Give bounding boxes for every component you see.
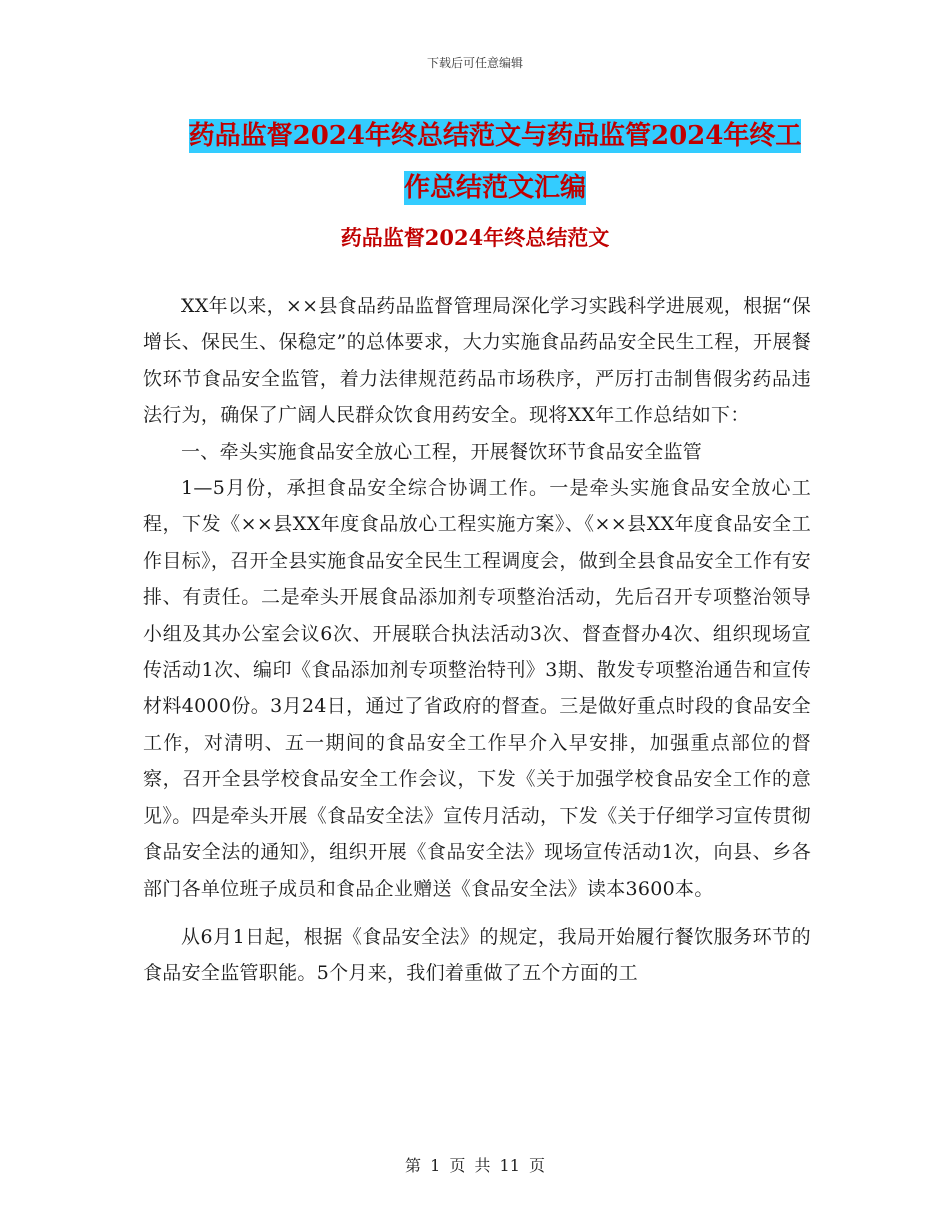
paragraph: XX年以来，××县食品药品监督管理局深化学习实践科学进展观，根据“保增长、保民生、保稳定”的总体要求，大力实施食品药品安全民生工程，开展餐饮环节食品安全监管，着力法律规范药品市场秩序，严厉打击制售假劣药品违法行为，确保了广阔人民群众饮食用药安全。现将XX年工作总结如下： [143,295,811,427]
header-note: 下载后可任意编辑 [426,56,523,70]
body-text [143,288,811,992]
paragraph: 1—5月份，承担食品安全综合协调工作。一是牵头实施食品安全放心工程，下发《××县XX年度食品放心工程实施方案》、《××县XX年度食品安全工作目标》，召开全县实施食品安全民生工程调度会，做到全县食品安全工作有安排、有责任。二是牵头开展食品添加剂专项整治活动，先后召开专项整治领导小组及其办公室会议6次、开展联合执法活动3次、督查督办4次、组织现场宣传活动1次、编印《食品添加剂专项整治特刊》3期、散发专项整治通告和宣传材料4000份。3月24日，通过了省政府的督查。三是做好重点时段的食品安全工作，对清明、五一期间的食品安全工作早介入早安排，加强重点部位的督察，召开全县学校食品安全工作会议，下发《关于加强学校食品安全工作的意见》。四是牵头开展《食品安全法》宣传月活动，下发《关于仔细学习宣传贯彻食品安全法的通知》，组织开展《食品安全法》现场宣传活动1次，向县、乡各部门各单位班子成员和食品企业赠送《食品安全法》读本3600本。 [143,477,811,900]
page-footer: 第 1 页 共 11 页 [405,1156,545,1175]
title-line-1: 药品监督2024年终总结范文与药品监管2024年终工 [188,121,802,151]
section-title: 药品监督2024年终总结范文 [340,225,610,250]
paragraph: 从6月1日起，根据《食品安全法》的规定，我局开始履行餐饮服务环节的食品安全监管职能。5个月来，我们着重做了五个方面的工 [143,925,811,985]
document-title [145,110,845,214]
title-line-2: 作总结范文汇编 [403,173,586,203]
paragraph-heading: 一、牵头实施食品安全放心工程，开展餐饮环节食品安全监管 [181,440,703,463]
